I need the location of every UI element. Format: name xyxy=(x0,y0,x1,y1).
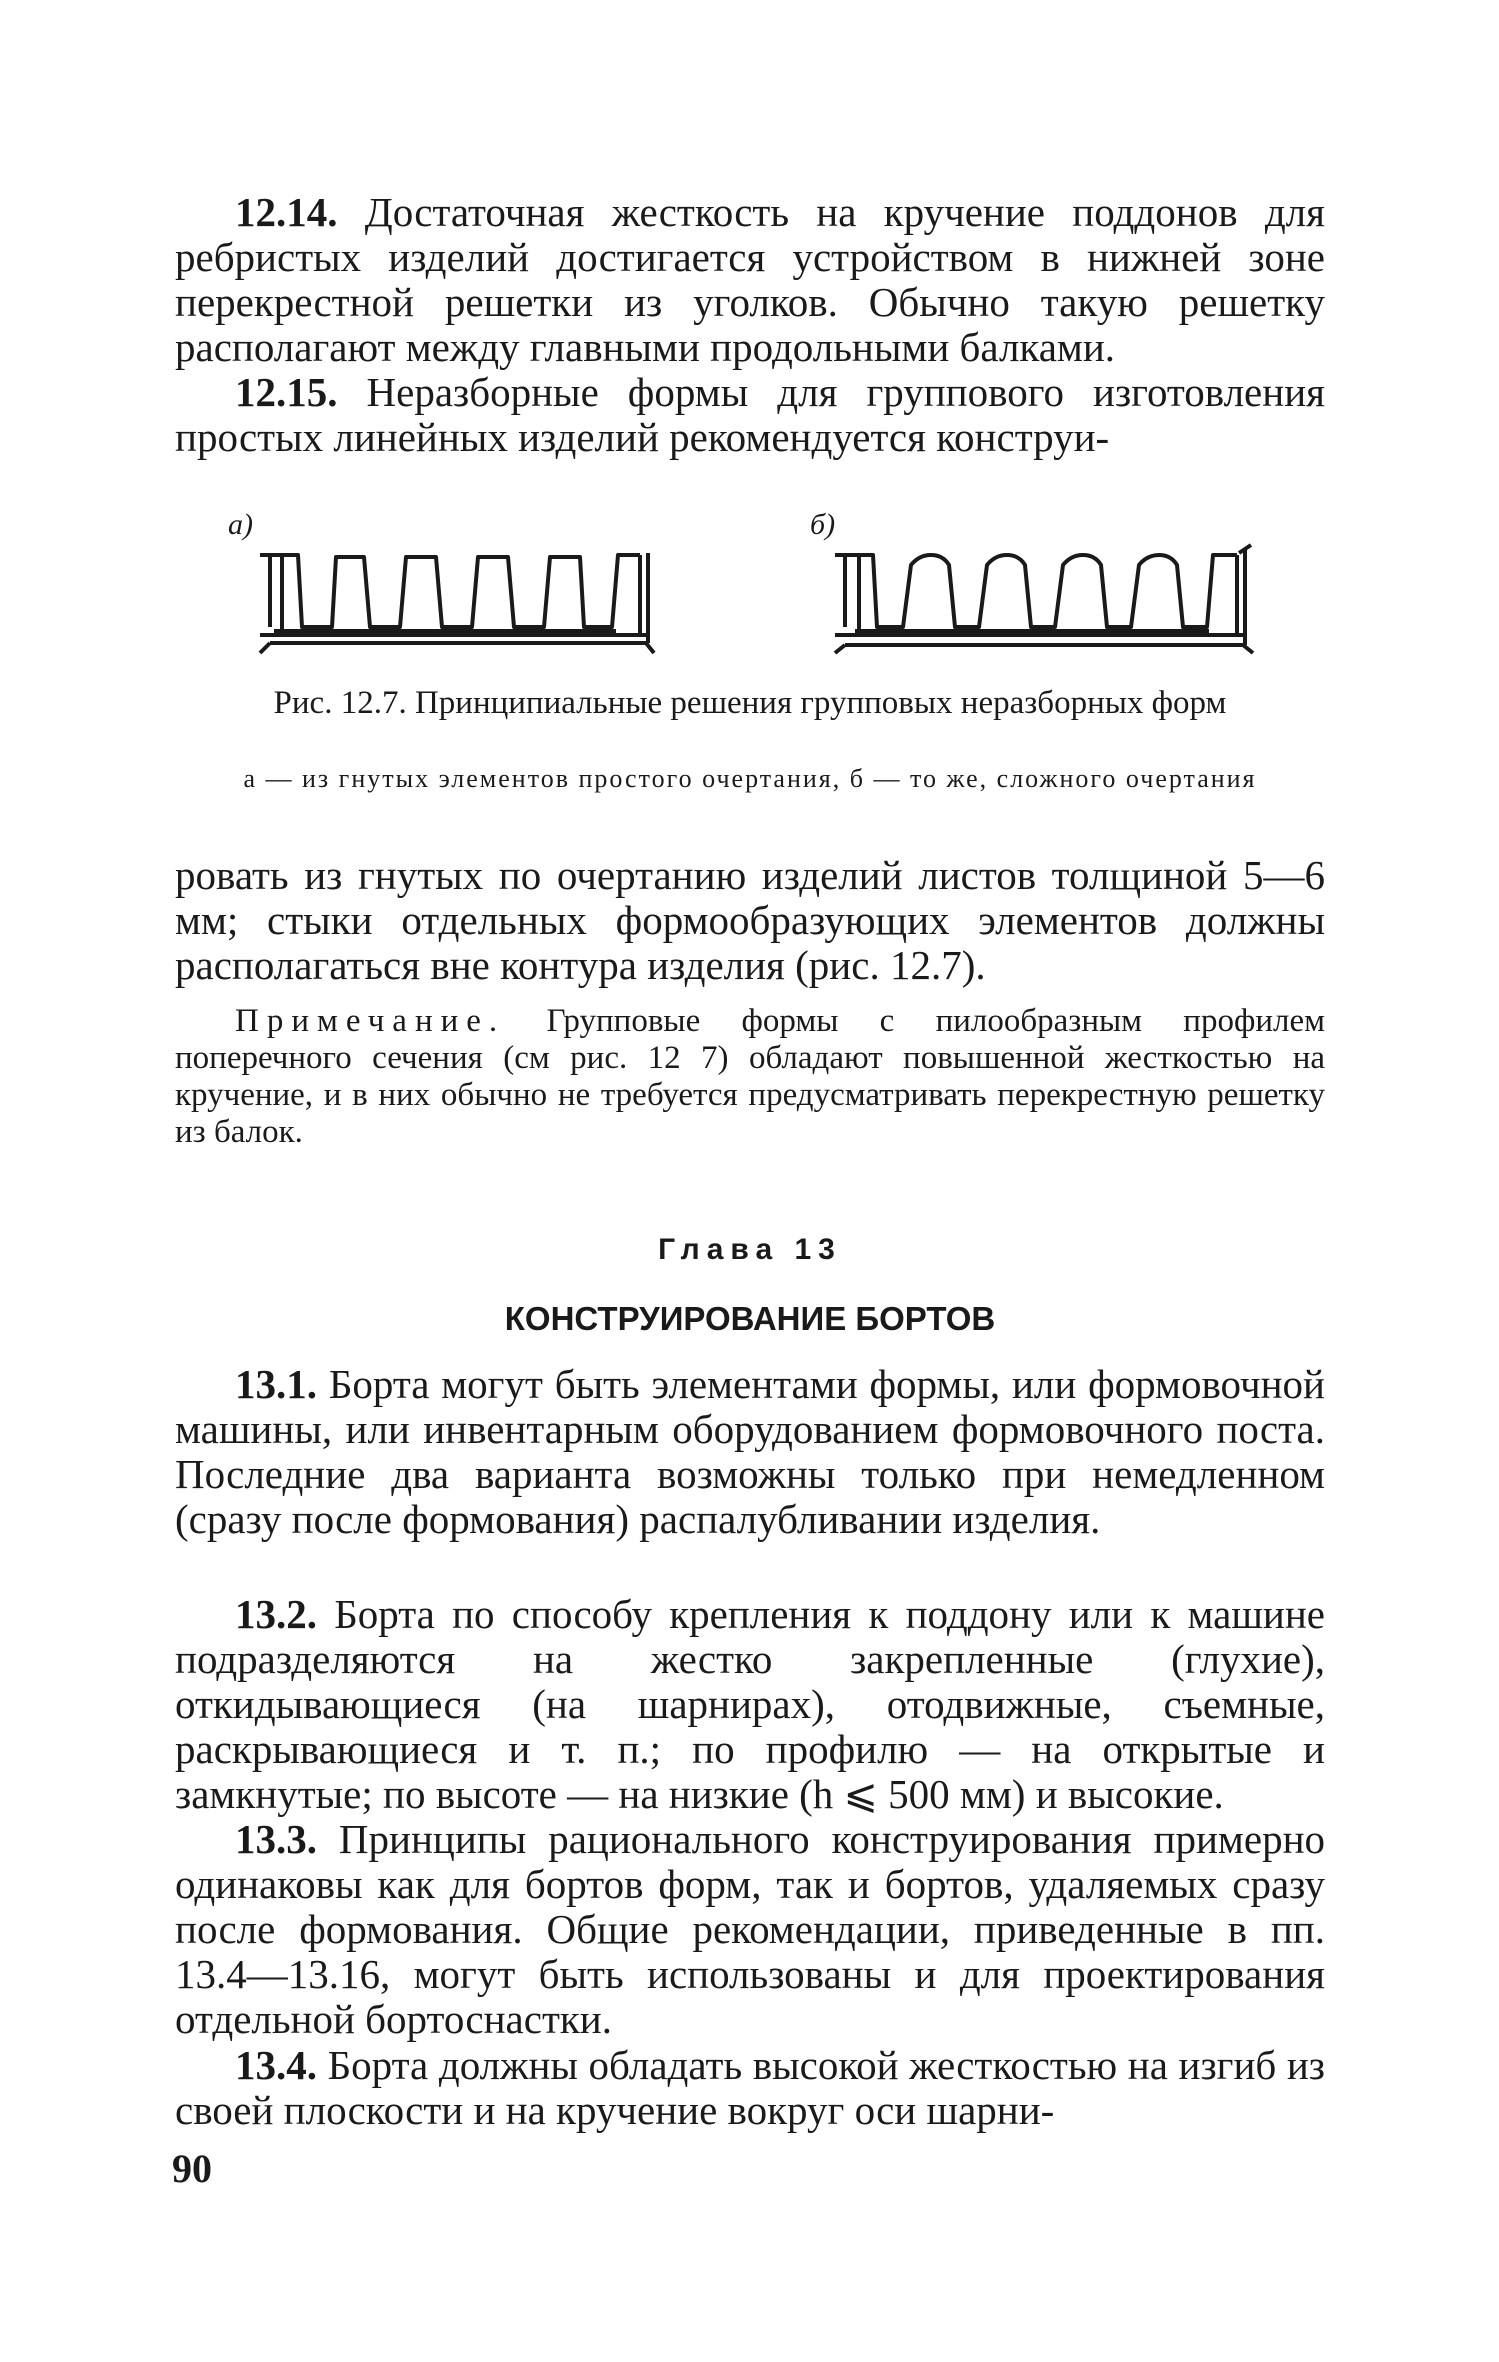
paragraph-13-2 xyxy=(175,1592,1325,1817)
paragraph-13-1 xyxy=(175,1362,1325,1542)
paragraph-number: 12.15. xyxy=(235,369,338,415)
paragraph-text: Достаточная жесткость на кручение поддонов для ребристых изделий достигается устройством в нижней зоне перекрестной решетки из уголков. Обычно такую решетку располагают между главными продольными балками. xyxy=(175,189,1326,370)
paragraph-text: Борта могут быть элементами формы, или формовочной машины, или инвентарным оборудованием формовочного поста. Последние два варианта возможны только при немедленном (сразу после формования) распалубливании изделия. xyxy=(175,1361,1325,1542)
page-number: 90 xyxy=(172,2146,212,2191)
paragraph-text: Неразборные формы для группового изготовления простых линейных изделий рекомендуется конструи- xyxy=(175,369,1326,460)
paragraph-continuation: ровать из гнутых по очертанию изделий листов толщиной 5—6 мм; стыки отдельных формообразующих элементов должны располагаться вне контура изделия (рис. 12.7). xyxy=(175,852,1325,988)
paragraph-number: 13.4. xyxy=(235,2042,317,2088)
paragraph-number: 13.3. xyxy=(235,1816,317,1862)
note-label: Примечание. xyxy=(235,1003,506,1039)
paragraph-number: 13.2. xyxy=(235,1591,317,1637)
paragraph-13-3 xyxy=(175,1817,1325,2042)
chapter-title: КОНСТРУИРОВАНИЕ БОРТОВ xyxy=(504,1300,996,1337)
form-diagram-a xyxy=(240,535,680,655)
paragraph-text: Борта по способу крепления к поддону или к машине подразделяются на жестко закрепленные (глухие), откидывающиеся (на шарнирах), отодвижные, съемные, раскрывающиеся и т. п.; по профилю — на открытые и замкнутые; по высоте — на низкие (h ⩽ 500 мм) и высокие. xyxy=(175,1591,1326,1817)
paragraph-12-14 xyxy=(175,190,1325,370)
chapter-label: Глава 13 xyxy=(658,1233,842,1266)
paragraph-12-15 xyxy=(175,370,1325,460)
paragraph-number: 13.1. xyxy=(235,1361,317,1407)
paragraph-text: Борта должны обладать высокой жесткостью на изгиб из своей плоскости и на кручение вокруг оси шарни- xyxy=(175,2042,1325,2133)
figure-label-b: б) xyxy=(810,508,836,541)
paragraph-13-4 xyxy=(175,2043,1325,2133)
paragraph-number: 12.14. xyxy=(235,189,338,235)
form-diagram-b xyxy=(815,535,1275,655)
note-paragraph xyxy=(175,1003,1325,1151)
figure-caption-description: а — из гнутых элементов простого очертания, б — то же, сложного очертания xyxy=(243,764,1257,793)
note-text: Групповые формы с пилообразным профилем поперечного сечения (см рис. 12 7) обладают повышенной жесткостью на кручение, и в них обычно не требуется предусматривать перекрестную решетку из балок. xyxy=(175,1003,1326,1150)
paragraph-text: Принципы рационального конструирования примерно одинаковы как для бортов форм, так и бортов, удаляемых сразу после формования. Общие рекомендации, приведенные в пп. 13.4—13.16, могут быть использованы и для проектирования отдельной бортоснастки. xyxy=(175,1816,1326,2042)
figure-caption-title: Рис. 12.7. Принципиальные решения групповых неразборных форм xyxy=(273,685,1227,721)
figure-label-a: а) xyxy=(228,508,253,541)
